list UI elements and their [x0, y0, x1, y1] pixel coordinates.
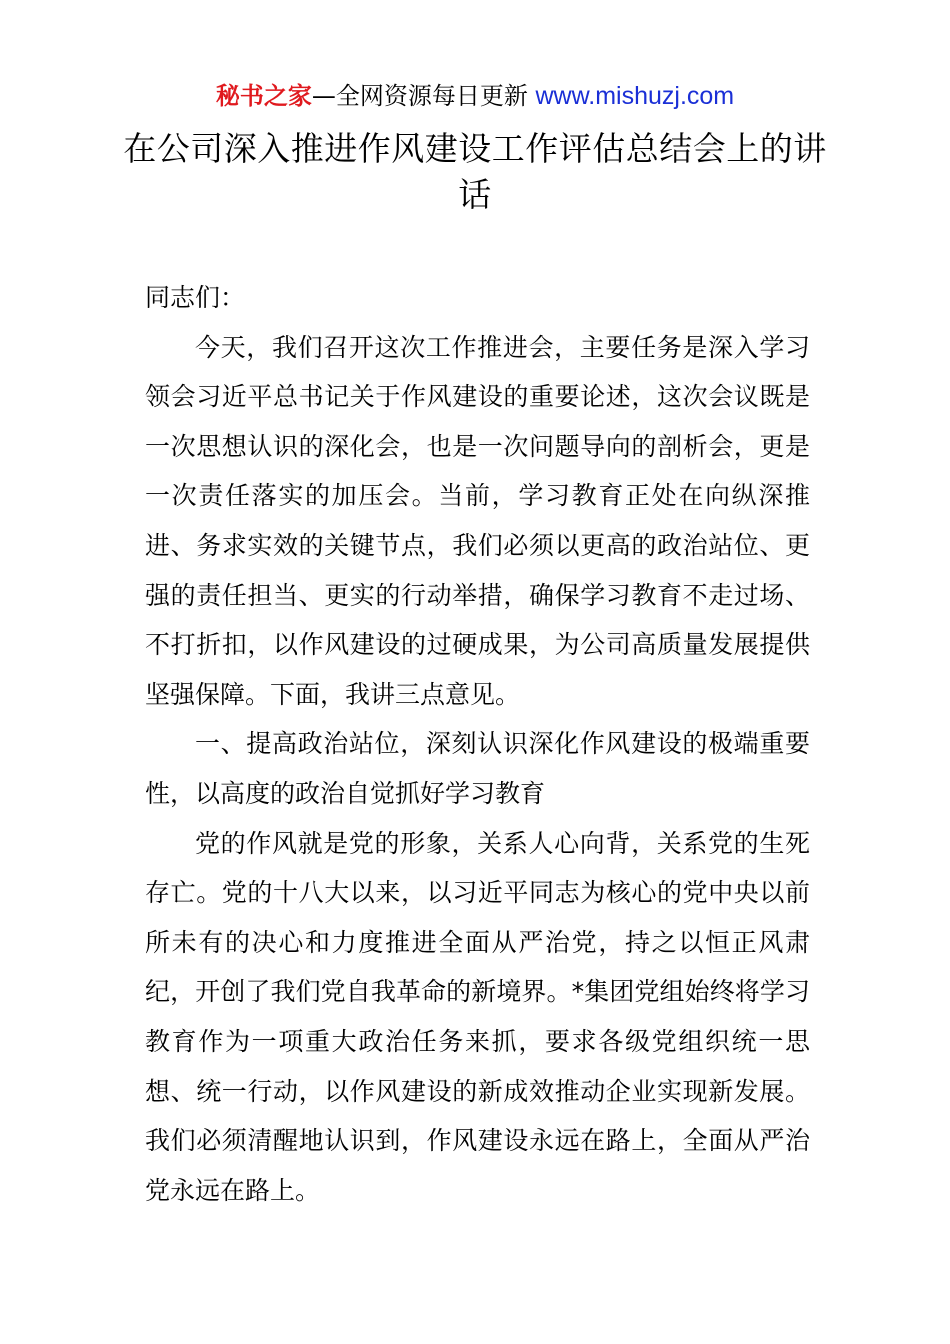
site-header: [0, 80, 950, 112]
site-url-link[interactable]: www.mishuzj.com: [535, 82, 735, 110]
section-heading-1: 一、提高政治站位，深刻认识深化作风建设的极端重要性，以高度的政治自觉抓好学习教育: [145, 729, 810, 808]
site-brand: 秘书之家: [215, 82, 312, 110]
paragraph-intro: 今天，我们召开这次工作推进会，主要任务是深入学习领会习近平总书记关于作风建设的重要论述，这次会议既是一次思想认识的深化会，也是一次问题导向的剖析会，更是一次责任落实的加压会。当前，学习教育正处在向纵深推进、务求实效的关键节点，我们必须以更高的政治站位、更强的责任担当、更实的行动举措，确保学习教育不走过场、不打折扣，以作风建设的过硬成果，为公司高质量发展提供坚强保障。下面，我讲三点意见。: [145, 332, 810, 709]
document-body: [145, 273, 810, 1215]
document-title: 在公司深入推进作风建设工作评估总结会上的讲话: [123, 129, 827, 214]
site-tagline: —全网资源每日更新: [311, 82, 528, 110]
salutation: 同志们：: [145, 283, 246, 312]
paragraph-section-1: 党的作风就是党的形象，关系人心向背，关系党的生死存亡。党的十八大以来，以习近平同志为核心的党中央以前所未有的决心和力度推进全面从严治党，持之以恒正风肃纪，开创了我们党自我革命的新境界。*集团党组始终将学习教育作为一项重大政治任务来抓，要求各级党组织统一思想、统一行动，以作风建设的新成效推动企业实现新发展。我们必须清醒地认识到，作风建设永远在路上，全面从严治党永远在路上。: [145, 828, 810, 1205]
